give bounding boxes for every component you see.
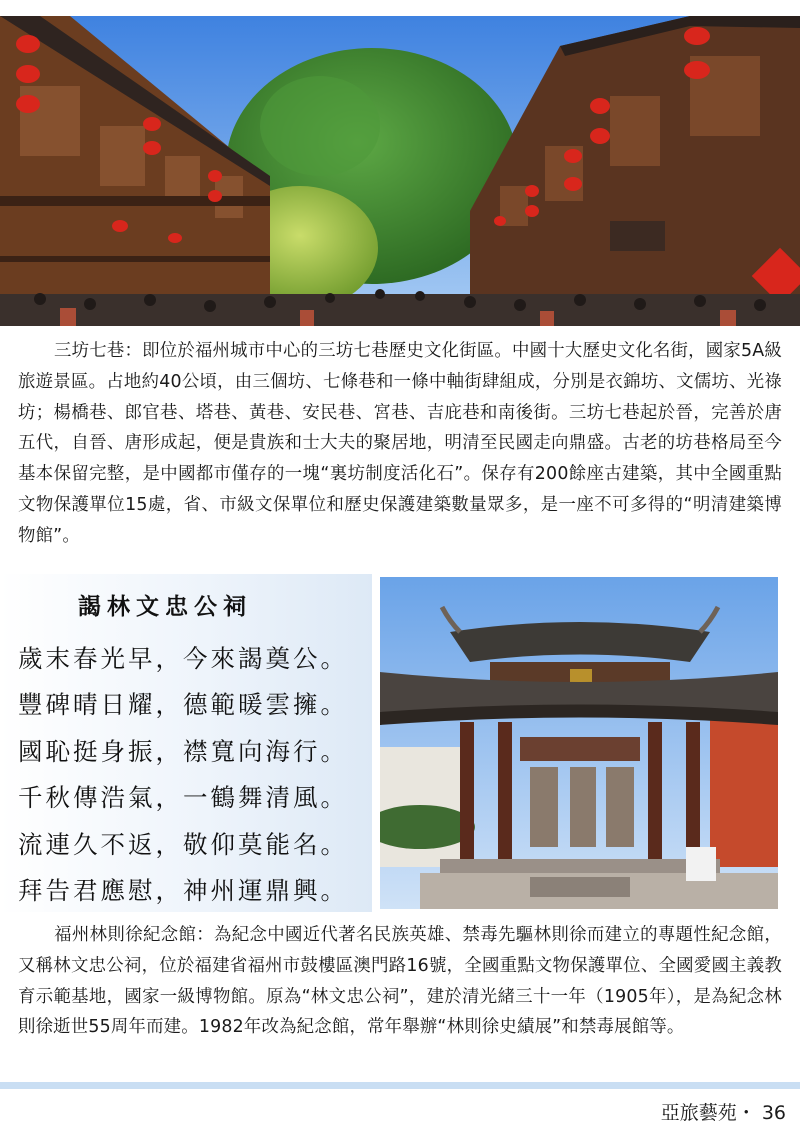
footer-divider <box>0 1082 800 1089</box>
poem-line: 千秋傳浩氣，一鶴舞清風。 <box>18 783 348 813</box>
poem-title: 謁林文忠公祠 <box>78 593 252 620</box>
three-lanes-description <box>18 336 782 552</box>
poem-line: 豐碑晴日耀，德範暖雲擁。 <box>18 690 348 720</box>
photo-lin-zexu-memorial-pavilion <box>380 577 778 909</box>
poem-lines <box>18 636 348 914</box>
footer-page-label: 亞旅藝苑・ 36 <box>660 1102 786 1124</box>
photo-three-lanes-seven-alleys <box>0 16 800 326</box>
lin-zexu-memorial-description <box>18 920 782 1043</box>
lin-zexu-memorial-text: 福州林則徐紀念館：為紀念中國近代著名民族英雄、禁毒先驅林則徐而建立的專題性紀念館，又稱林文忠公祠，位於福建省福州市鼓樓區澳門路16號，全國重點文物保護單位、全國愛國主義教育示範基地，國家一級博物館。原為“林文忠公祠”，建於清光緒三十一年（1905年），是為紀念林則徐逝世55周年而建。1982年改為紀念館，常年舉辦“林則徐史績展”和禁毒展館等。 <box>18 925 782 1038</box>
poem-line: 拜告君應慰，神州運鼎興。 <box>18 875 348 905</box>
street-scene-image <box>0 16 800 326</box>
pavilion-image <box>380 577 778 909</box>
three-lanes-text: 三坊七巷：即位於福州城市中心的三坊七巷歷史文化街區。中國十大歷史文化名街，國家5A級旅遊景區。占地約40公頃，由三個坊、七條巷和一條中軸街肆組成，分別是衣錦坊、文儒坊、光祿坊；楊橋巷、郎官巷、塔巷、黃巷、安民巷、宮巷、吉庇巷和南後街。三坊七巷起於晉，完善於唐五代，自晉、唐形成起，便是貴族和士大夫的聚居地，明清至民國走向鼎盛。古老的坊巷格局至今基本保留完整，是中國都市僅存的一塊“裏坊制度活化石”。保存有200餘座古建築，其中全國重點文物保護單位15處，省、市級文保單位和歷史保護建築數量眾多，是一座不可多得的“明清建築博物館”。 <box>18 341 782 546</box>
poem-line: 流連久不返，敬仰莫能名。 <box>18 829 348 859</box>
poem-line: 歲末春光早，今來謁奠公。 <box>18 644 348 673</box>
poem-line: 國恥挺身振，襟寬向海行。 <box>18 736 348 766</box>
